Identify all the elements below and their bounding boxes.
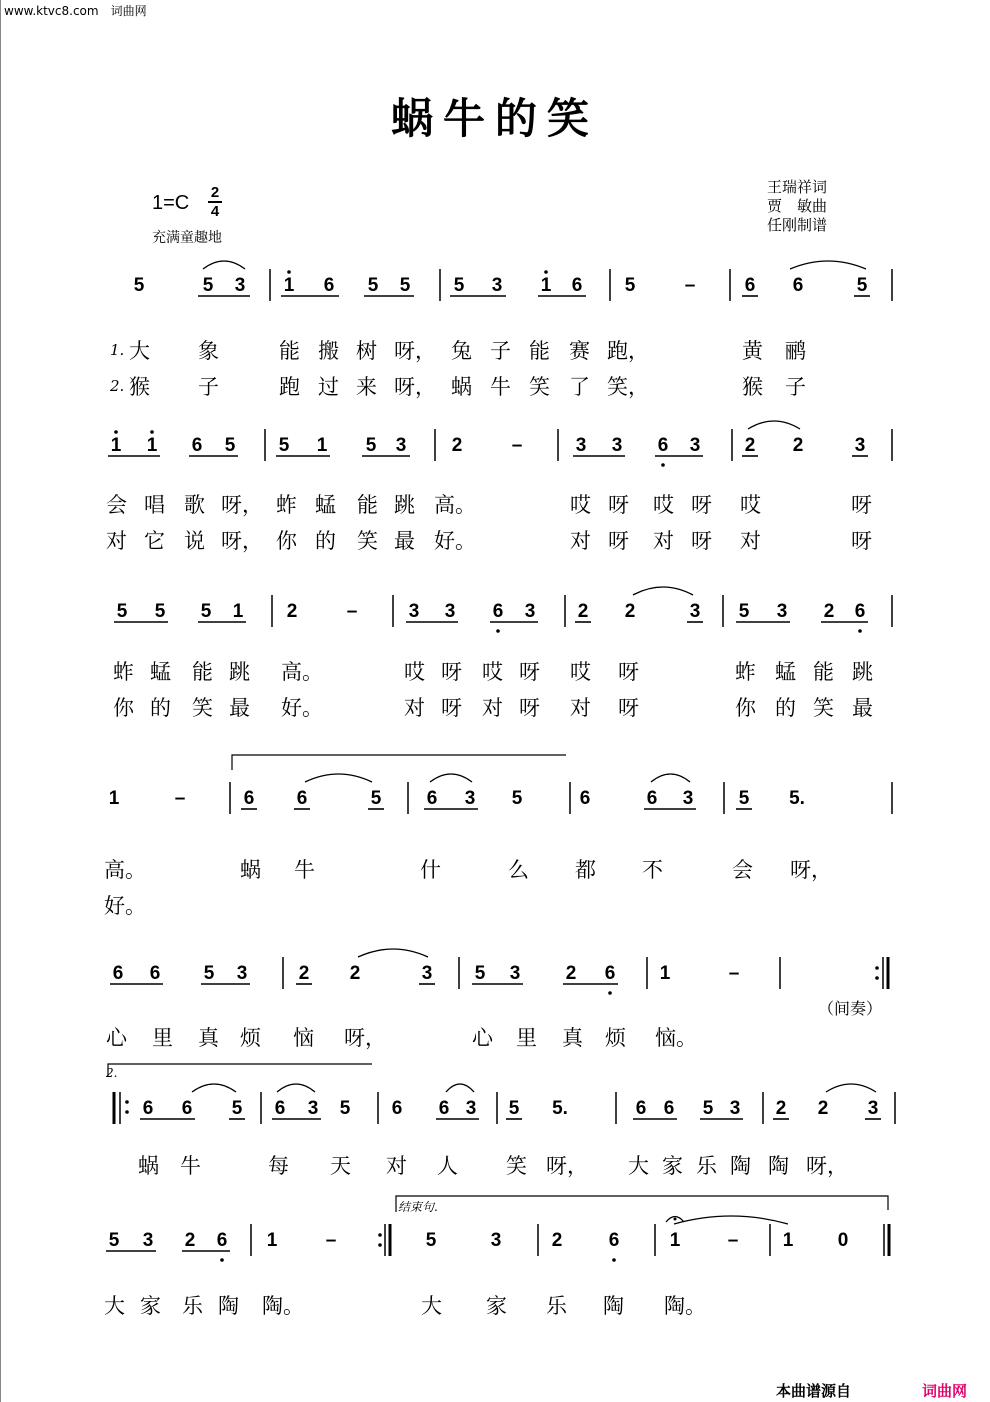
l4-note: 6: [646, 788, 658, 809]
l6-slur: [446, 1084, 474, 1092]
lyric-char: 恼: [293, 1026, 314, 1050]
lyric-char: 它: [144, 529, 165, 553]
lyric-char: 哎: [740, 493, 761, 517]
l2-note: 5: [224, 435, 236, 456]
lyric-char: 笑: [529, 375, 550, 399]
l7-note: 3: [142, 1230, 154, 1251]
l4-slur: [305, 774, 372, 782]
lyric-char: 跳: [229, 660, 250, 684]
lyric-char: 里: [152, 1026, 173, 1050]
lyric-char: 蚱: [113, 660, 134, 684]
l1-note: 3: [234, 275, 246, 296]
l4-note: 5: [738, 788, 750, 809]
lyric-char: 对: [653, 529, 674, 553]
lyric-char: 哎: [570, 493, 591, 517]
lyric-char: 呀，: [221, 529, 263, 553]
lyric-char: 好。: [104, 894, 146, 918]
l3-note: –: [346, 601, 358, 622]
lyric-char: 树: [356, 339, 377, 363]
l4-note: 6: [579, 788, 591, 809]
l5-note: 6: [112, 963, 124, 984]
l2-low-dot: [661, 463, 665, 467]
repeat-dot: [875, 976, 879, 980]
lyric-char: 鹂: [785, 339, 806, 363]
l5-low-dot: [608, 991, 612, 995]
l3-note: 2: [577, 601, 589, 622]
l1-note: 1: [540, 275, 552, 296]
l2-note: 5: [365, 435, 377, 456]
lyric-char: 高。: [104, 858, 146, 882]
lyric-char: 乐: [696, 1154, 717, 1178]
lyric-char: 对: [482, 696, 503, 720]
lyric-char: 高。: [281, 660, 323, 684]
lyric-char: 好。: [281, 696, 323, 720]
l1-note: 6: [323, 275, 335, 296]
l2-note-high-dot: [150, 430, 154, 434]
lyric-char: 能: [813, 660, 834, 684]
l3-note: 3: [689, 601, 701, 622]
lyric-char: 恼。: [655, 1026, 697, 1050]
l1-note: 3: [491, 275, 503, 296]
l4-note: 5: [511, 788, 523, 809]
lyric-char: 对: [106, 529, 127, 553]
l7-note: 5: [425, 1230, 437, 1251]
lyric-char: 陶。: [262, 1294, 304, 1318]
lyric-char: 呀，: [221, 493, 263, 517]
lyric-char: 最: [229, 696, 250, 720]
l4-note: 6: [296, 788, 308, 809]
lyric-char: 笑，: [607, 375, 649, 399]
lyric-char: 了: [569, 375, 590, 399]
lyric-char: 对: [386, 1154, 407, 1178]
lyric-char: 大: [421, 1294, 442, 1318]
lyric-char: 呀，: [790, 858, 832, 882]
lyric-char: 呀: [519, 660, 540, 684]
lyric-char: 家: [662, 1154, 683, 1178]
l4-note: 3: [682, 788, 694, 809]
lyric-char: 最: [852, 696, 873, 720]
lyric-char: 呀: [691, 493, 712, 517]
lyric-char: 心: [106, 1026, 127, 1050]
l3-note: 3: [524, 601, 536, 622]
lyric-char: 呀: [608, 529, 629, 553]
l3-note: 5: [200, 601, 212, 622]
verse-number: 1.: [110, 341, 125, 359]
lyric-char: 过: [318, 375, 339, 399]
lyric-char: 大: [129, 339, 150, 363]
ending-label: 结束句.: [398, 1200, 438, 1214]
l6-note: 5.: [552, 1098, 568, 1119]
lyric-char: 跑，: [607, 339, 649, 363]
lyric-char: 高。: [434, 493, 476, 517]
lyric-char: 牛: [294, 858, 315, 882]
l7-note: 5: [108, 1230, 120, 1251]
l2-note: 1: [316, 435, 328, 456]
l6-note: 5: [702, 1098, 714, 1119]
l1-note: 6: [571, 275, 583, 296]
l6-note: 6: [181, 1098, 193, 1119]
l2-note: 3: [575, 435, 587, 456]
tempo-marking: 充满童趣地: [152, 230, 222, 246]
l1-note: 1: [283, 275, 295, 296]
lyric-char: 呀，: [546, 1154, 588, 1178]
l6-note: 6: [391, 1098, 403, 1119]
repeat-dot: [378, 1243, 382, 1247]
lyric-char: 能: [192, 660, 213, 684]
lyric-char: 陶: [730, 1154, 751, 1178]
l3-note: 3: [444, 601, 456, 622]
l3-note: 2: [823, 601, 835, 622]
lyric-char: 跳: [394, 493, 415, 517]
lyric-char: 子: [198, 375, 219, 399]
lyric-char: 对: [570, 529, 591, 553]
lyric-char: 能: [529, 339, 550, 363]
repeat-dot: [875, 966, 879, 970]
lyric-char: 呀: [851, 493, 872, 517]
lyric-char: 最: [394, 529, 415, 553]
l4-note: 3: [464, 788, 476, 809]
lyric-char: 来: [356, 375, 377, 399]
l4-note: 5.: [789, 788, 805, 809]
l1-note: 6: [792, 275, 804, 296]
l3-note: 3: [776, 601, 788, 622]
lyric-char: 陶: [218, 1294, 239, 1318]
lyric-char: 蜢: [150, 660, 171, 684]
lyric-char: 好。: [434, 529, 476, 553]
lyric-char: 每: [268, 1154, 289, 1178]
lyric-char: 呀，: [344, 1026, 386, 1050]
lyric-char: 唱: [144, 493, 165, 517]
lyric-char: 人: [437, 1154, 458, 1178]
l2-note: 3: [395, 435, 407, 456]
lyric-char: 兔: [451, 339, 472, 363]
l6-note: 5: [339, 1098, 351, 1119]
l4-slur: [430, 774, 472, 782]
l6-note: 5: [231, 1098, 243, 1119]
volta-1-bracket: [232, 755, 566, 770]
l5-note: 3: [421, 963, 433, 984]
l1-note-high-dot: [287, 270, 291, 274]
lyric-char: 搬: [318, 339, 339, 363]
l5-note: 3: [236, 963, 248, 984]
lyric-char: 么: [508, 858, 529, 882]
l7-note: 3: [490, 1230, 502, 1251]
lyric-char: 跳: [852, 660, 873, 684]
l2-note: 1: [146, 435, 158, 456]
fermata-dot: [674, 1218, 677, 1221]
l5-note: 6: [149, 963, 161, 984]
l7-note: –: [325, 1230, 337, 1251]
l6-slur: [277, 1084, 315, 1092]
lyric-char: 呀: [608, 493, 629, 517]
l5-note: 2: [298, 963, 310, 984]
lyric-char: 赛: [569, 339, 590, 363]
lyric-char: 陶: [603, 1294, 624, 1318]
lyric-char: 呀，: [806, 1154, 848, 1178]
lyric-char: 蚱: [276, 493, 297, 517]
lyric-char: 牛: [490, 375, 511, 399]
l4-note: 1: [108, 788, 120, 809]
l2-note: 6: [657, 435, 669, 456]
l4-note: 6: [243, 788, 255, 809]
l2-note: 3: [854, 435, 866, 456]
lyric-char: 会: [106, 493, 127, 517]
lyric-char: 牛: [180, 1154, 201, 1178]
l1-note: –: [684, 275, 696, 296]
lyric-char: 蜢: [775, 660, 796, 684]
l1-note-high-dot: [544, 270, 548, 274]
l7-low-dot: [612, 1258, 616, 1262]
l1-note: 5: [453, 275, 465, 296]
repeat-dot: [125, 1100, 129, 1104]
l6-note: 2: [817, 1098, 829, 1119]
lyric-char: 笑: [357, 529, 378, 553]
l5-note: 2: [349, 963, 361, 984]
l2-note: –: [511, 435, 523, 456]
lyric-char: 子: [785, 375, 806, 399]
lyric-char: 里: [516, 1026, 537, 1050]
l6-note: 3: [465, 1098, 477, 1119]
lyric-char: 猴: [129, 375, 150, 399]
l2-note: 2: [792, 435, 804, 456]
l7-note: 6: [608, 1230, 620, 1251]
l4-slur: [651, 774, 690, 782]
watermark: www.ktvc8.com 词曲网: [4, 4, 147, 18]
l3-note: 1: [232, 601, 244, 622]
l2-note: 2: [744, 435, 756, 456]
l3-note: 6: [492, 601, 504, 622]
lyric-char: 笑: [192, 696, 213, 720]
l6-slur: [192, 1084, 236, 1092]
l4-note: 6: [426, 788, 438, 809]
l4-note: 5: [370, 788, 382, 809]
lyricist-credit: 王瑞祥词: [767, 178, 828, 196]
l5-slur: [358, 949, 428, 957]
l2-note: 3: [689, 435, 701, 456]
lyric-char: 对: [740, 529, 761, 553]
lyric-char: 真: [198, 1026, 219, 1050]
l6-note: 5: [508, 1098, 520, 1119]
lyric-char: 呀，: [394, 339, 436, 363]
lyric-char: 不: [642, 858, 663, 882]
l2-note: 2: [451, 435, 463, 456]
l1-note: 5: [624, 275, 636, 296]
lyric-char: 哎: [482, 660, 503, 684]
l2-note: 6: [191, 435, 203, 456]
l6-note: 6: [274, 1098, 286, 1119]
l6-note: 3: [867, 1098, 879, 1119]
lyric-char: 大: [104, 1294, 125, 1318]
lyric-char: 心: [472, 1026, 493, 1050]
lyric-char: 什: [420, 858, 441, 882]
verse-number: 2.: [110, 377, 125, 395]
l5-note: 3: [509, 963, 521, 984]
l6-note: 6: [663, 1098, 675, 1119]
l4-note: –: [174, 788, 186, 809]
lyric-char: 的: [775, 696, 796, 720]
l2-note-high-dot: [114, 430, 118, 434]
l3-note: 2: [624, 601, 636, 622]
lyric-char: 的: [315, 529, 336, 553]
l7-slur: [674, 1216, 788, 1224]
lyric-char: 大: [628, 1154, 649, 1178]
l7-note: 2: [551, 1230, 563, 1251]
lyric-char: 猴: [742, 375, 763, 399]
footer-brand: 词曲网: [922, 1382, 968, 1400]
l2-note: 1: [110, 435, 122, 456]
lyric-char: 蜢: [315, 493, 336, 517]
lyric-char: 家: [486, 1294, 507, 1318]
repeat-dot: [125, 1110, 129, 1114]
l6-note: 6: [142, 1098, 154, 1119]
lyric-char: 哎: [570, 660, 591, 684]
lyric-char: 陶: [768, 1154, 789, 1178]
l7-note: –: [727, 1230, 739, 1251]
time-bottom: 4: [210, 203, 220, 220]
lyric-char: 呀: [618, 696, 639, 720]
volta-2-label: 2.: [106, 1066, 118, 1080]
l3-low-dot: [858, 629, 862, 633]
lyric-char: 呀，: [394, 375, 436, 399]
composer-credit: 贾 敏曲: [767, 197, 828, 215]
lyric-char: 你: [113, 696, 134, 720]
l7-note: 1: [782, 1230, 794, 1251]
ending-bracket: [396, 1196, 888, 1212]
lyric-char: 对: [570, 696, 591, 720]
l1-note: 5: [202, 275, 214, 296]
lyric-char: 对: [404, 696, 425, 720]
l3-note: 3: [408, 601, 420, 622]
lyric-char: 呀: [851, 529, 872, 553]
lyric-char: 黄: [742, 339, 763, 363]
lyric-char: 烦: [605, 1026, 626, 1050]
l6-note: 3: [729, 1098, 741, 1119]
l1-note: 5: [367, 275, 379, 296]
lyric-char: 蜗: [451, 375, 472, 399]
l5-note: 6: [604, 963, 616, 984]
lyric-char: 哎: [653, 493, 674, 517]
lyric-char: 家: [140, 1294, 161, 1318]
l2-slur: [748, 421, 800, 429]
song-title: 蜗牛的笑: [390, 94, 599, 143]
l3-low-dot: [496, 629, 500, 633]
lyric-char: 跑: [279, 375, 300, 399]
lyric-char: 子: [490, 339, 511, 363]
l3-note: 5: [738, 601, 750, 622]
l6-slur: [826, 1084, 876, 1092]
l7-note: 6: [216, 1230, 228, 1251]
l5-note: 5: [203, 963, 215, 984]
lyric-char: 烦: [240, 1026, 261, 1050]
lyric-char: 哎: [404, 660, 425, 684]
lyric-char: 呀: [441, 660, 462, 684]
lyric-char: 能: [357, 493, 378, 517]
l7-note: 0: [837, 1230, 849, 1251]
lyric-char: 说: [184, 529, 205, 553]
lyric-char: 笑: [813, 696, 834, 720]
lyric-char: 你: [735, 696, 756, 720]
lyric-char: 笑: [506, 1154, 527, 1178]
volta-2-bracket: [108, 1064, 372, 1077]
footer-source: 本曲谱源自: [776, 1382, 852, 1400]
l7-note: 1: [266, 1230, 278, 1251]
lyric-char: 象: [198, 339, 219, 363]
l5-note: 1: [659, 963, 671, 984]
l3-note: 6: [854, 601, 866, 622]
l1-slur: [790, 261, 866, 269]
l7-note: 1: [669, 1230, 681, 1251]
l5-note: 5: [474, 963, 486, 984]
time-top: 2: [210, 184, 220, 201]
key-signature: 1=C: [152, 192, 190, 214]
l3-slur: [633, 587, 693, 595]
lyric-char: 蜗: [240, 858, 261, 882]
l1-note: 5: [856, 275, 868, 296]
l5-note: –: [728, 963, 740, 984]
lyric-char: 乐: [182, 1294, 203, 1318]
l2-note: 5: [278, 435, 290, 456]
lyric-char: 乐: [546, 1294, 567, 1318]
l1-slur: [203, 261, 245, 269]
l6-note: 6: [438, 1098, 450, 1119]
l3-note: 2: [286, 601, 298, 622]
l6-note: 3: [307, 1098, 319, 1119]
repeat-dot: [378, 1233, 382, 1237]
interlude-label: （间奏）: [818, 999, 883, 1018]
lyric-char: 呀: [519, 696, 540, 720]
l6-note: 2: [775, 1098, 787, 1119]
lyric-char: 蜗: [138, 1154, 159, 1178]
l6-note: 6: [635, 1098, 647, 1119]
lyric-char: 能: [279, 339, 300, 363]
arranger-credit: 任刚制谱: [767, 216, 828, 234]
lyric-char: 你: [276, 529, 297, 553]
l1-note: 6: [744, 275, 756, 296]
l7-low-dot: [220, 1258, 224, 1262]
lyric-char: 会: [732, 858, 753, 882]
l3-note: 5: [116, 601, 128, 622]
lyric-char: 歌: [184, 493, 205, 517]
lyric-char: 蚱: [735, 660, 756, 684]
lyric-char: 呀: [618, 660, 639, 684]
lyric-char: 都: [575, 858, 596, 882]
lyric-char: 陶。: [664, 1294, 706, 1318]
lyric-char: 真: [562, 1026, 583, 1050]
l3-note: 5: [154, 601, 166, 622]
l7-note: 2: [184, 1230, 196, 1251]
l1-note: 5: [399, 275, 411, 296]
lyric-char: 天: [330, 1154, 351, 1178]
lyric-char: 呀: [691, 529, 712, 553]
l2-note: 3: [611, 435, 623, 456]
lyric-char: 的: [150, 696, 171, 720]
lyric-char: 呀: [441, 696, 462, 720]
l5-note: 2: [565, 963, 577, 984]
l1-note: 5: [133, 275, 145, 296]
